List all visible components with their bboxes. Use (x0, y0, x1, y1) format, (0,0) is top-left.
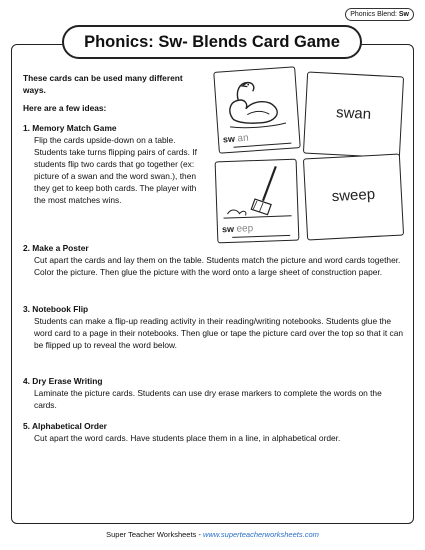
idea-notebook-flip (23, 303, 408, 351)
card-prefix: sw (222, 133, 236, 145)
idea-body: Students can make a flip-up reading activity in their reading/writing notebooks. Students glue the word card to a page in their notebooks. Then glue or tape the picture card over the top so that it can be flipped up to reveal the word below. (34, 316, 404, 350)
idea-body: Flip the cards upside-down on a table. Students take turns flipping pairs of cards. If students flip two cards that go together (ex: picture of a swan and the word swan.), then they get to keep both cards. The player with the most matches wins. (34, 135, 197, 205)
phonics-blend-tag (345, 8, 414, 21)
broom-icon (216, 160, 298, 225)
footer (0, 530, 425, 539)
swan-picture-card (213, 66, 301, 154)
footer-link[interactable]: www.superteacherworksheets.com (202, 530, 319, 539)
idea-title: 1. Memory Match Game (23, 123, 117, 133)
tag-label: Phonics Blend: (350, 11, 397, 18)
write-line (232, 235, 290, 238)
idea-body: Cut apart the word cards. Have students place them in a line, in alphabetical order. (34, 433, 341, 443)
swan-icon (214, 67, 298, 134)
idea-body: Laminate the picture cards. Students can use dry erase markers to complete the words on the cards. (34, 388, 382, 410)
card-word: swan (335, 104, 372, 123)
idea-title: 4. Dry Erase Writing (23, 376, 103, 386)
footer-separator: - (196, 530, 203, 539)
sweep-word-card (303, 154, 404, 241)
page-title: Phonics: Sw- Blends Card Game (62, 25, 362, 59)
idea-title: 5. Alphabetical Order (23, 421, 107, 431)
card-word: sweep (331, 185, 376, 206)
tag-value: Sw (398, 11, 409, 18)
idea-title: 2. Make a Poster (23, 243, 89, 253)
card-trace-letters: an (237, 132, 249, 145)
ideas-heading: Here are a few ideas: (23, 103, 107, 113)
sweep-picture-card (215, 159, 300, 244)
intro-text: These cards can be used many different ways. (23, 73, 183, 95)
card-prefix: sw (221, 223, 235, 235)
idea-body: Cut apart the cards and lay them on the table. Students match the picture and word cards together. Color the picture. Then glue the picture with the word onto a large sheet of construction paper. (34, 255, 401, 277)
idea-make-poster (23, 242, 403, 278)
card-trace-letters: eep (236, 223, 254, 235)
idea-memory-match (23, 122, 205, 206)
idea-title: 3. Notebook Flip (23, 304, 89, 314)
swan-word-card (303, 72, 404, 159)
idea-alphabetical-order (23, 420, 403, 444)
idea-dry-erase (23, 375, 403, 411)
footer-site-name: Super Teacher Worksheets (106, 530, 197, 539)
